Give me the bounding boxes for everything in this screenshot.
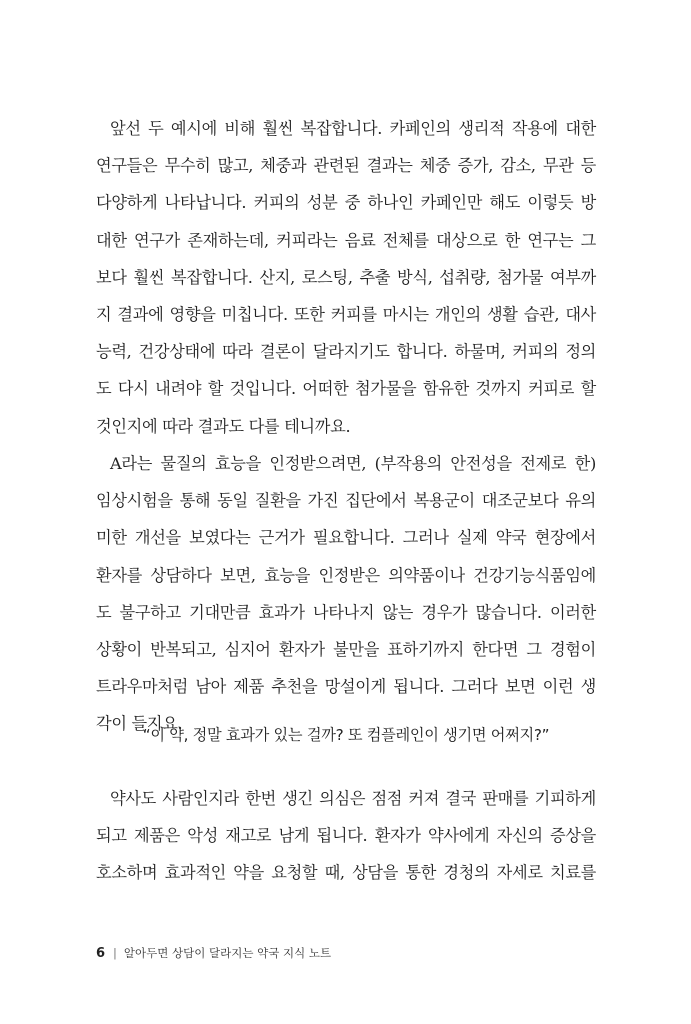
pull-quote: “이 약, 정말 효과가 있는 걸까? 또 컴플레인이 생기면 어쩌지?” — [142, 726, 550, 744]
paragraph-line: 다양하게 나타납니다. 커피의 성분 중 하나인 카페인만 해도 이렇듯 방 — [96, 193, 596, 213]
paragraph-line: 지 결과에 영향을 미칩니다. 또한 커피를 마시는 개인의 생활 습관, 대사 — [96, 304, 596, 324]
paragraph-line: 미한 개선을 보였다는 근거가 필요합니다. 그러나 실제 약국 현장에서 — [96, 528, 596, 548]
paragraph-line: 트라우마처럼 남아 제품 추천을 망설이게 됩니다. 그러다 보면 이런 생 — [96, 677, 596, 697]
footer-separator: | — [113, 946, 117, 960]
paragraph-line: 것인지에 따라 결과도 다를 테니까요. — [96, 416, 351, 436]
paragraph-line: 연구들은 무수히 많고, 체중과 관련된 결과는 체중 증가, 감소, 무관 등 — [96, 156, 596, 176]
paragraph-line: 능력, 건강상태에 따라 결론이 달라지기도 합니다. 하물며, 커피의 정의 — [96, 342, 596, 362]
paragraph-pharmacist — [96, 780, 596, 892]
paragraph-line: 상황이 반복되고, 심지어 환자가 불만을 표하기까지 한다면 그 경험이 — [96, 639, 596, 659]
paragraph-line: 도 다시 내려야 할 것입니다. 어떠한 첨가물을 함유한 것까지 커피로 할 — [96, 379, 596, 399]
paragraph-line: 앞선 두 예시에 비해 훨씬 복잡합니다. 카페인의 생리적 작용에 대한 — [110, 119, 596, 138]
paragraph-line: 호소하며 효과적인 약을 요청할 때, 상담을 통한 경청의 자세로 치료를 — [96, 863, 596, 883]
paragraph-line: 약사도 사람인지라 한번 생긴 의심은 점점 커져 결국 판매를 기피하게 — [110, 789, 596, 808]
paragraph-line: 도 불구하고 기대만큼 효과가 나타나지 않는 경우가 많습니다. 이러한 — [96, 602, 596, 622]
paragraph-coffee-research — [96, 110, 596, 445]
paragraph-line: 각이 들지요. — [96, 714, 183, 734]
paragraph-line: 대한 연구가 존재하는데, 커피라는 음료 전체를 대상으로 한 연구는 그 — [96, 230, 596, 250]
page-number: 6 — [96, 946, 106, 961]
running-title: 알아두면 상담이 달라지는 약국 지식 노트 — [123, 946, 332, 960]
paragraph-line: 보다 훨씬 복잡합니다. 산지, 로스팅, 추출 방식, 섭취량, 첨가물 여부까 — [96, 267, 596, 287]
paragraph-line: 환자를 상담하다 보면, 효능을 인정받은 의약품이나 건강기능식품임에 — [96, 565, 596, 585]
paragraph-line: A라는 물질의 효능을 인정받으려면, (부작용의 안전성을 전제로 한) — [110, 454, 596, 473]
paragraph-efficacy — [96, 445, 596, 743]
paragraph-line: 임상시험을 통해 동일 질환을 가진 집단에서 복용군이 대조군보다 유의 — [96, 491, 596, 511]
paragraph-line: 되고 제품은 악성 재고로 남게 됩니다. 환자가 약사에게 자신의 증상을 — [96, 826, 596, 846]
page-footer — [96, 942, 331, 964]
